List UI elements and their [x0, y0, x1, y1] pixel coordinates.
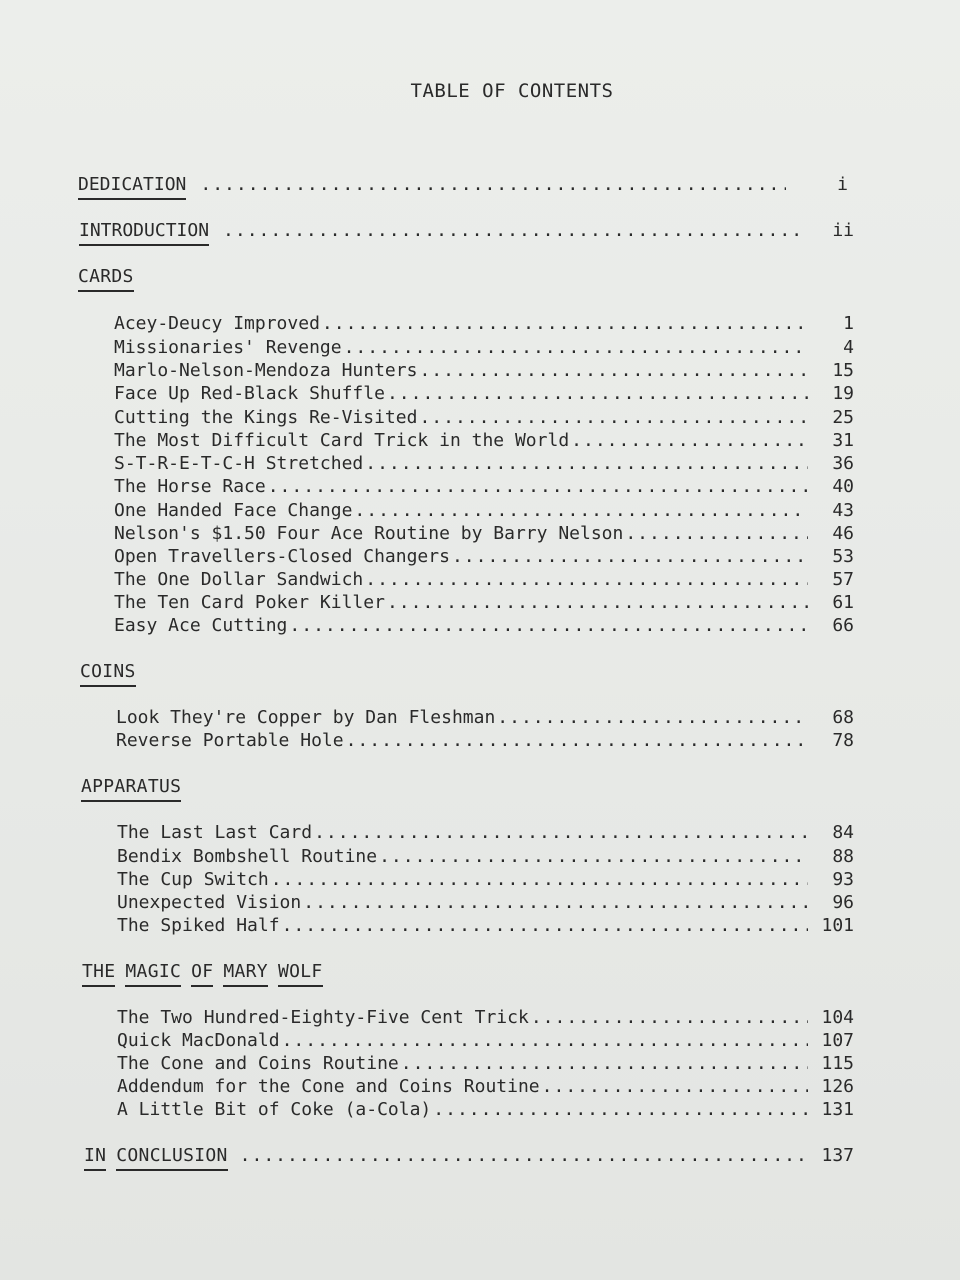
entry-title: Easy Ace Cutting: [114, 615, 288, 636]
page-number: 46: [832, 523, 854, 544]
entry-title: Look They're Copper by Dan Fleshman: [116, 707, 496, 728]
entry-title: The Cone and Coins Routine: [117, 1053, 399, 1074]
dot-leader: [354, 500, 808, 521]
entry-title: Missionaries' Revenge: [114, 337, 342, 358]
dot-leader: [344, 337, 808, 358]
dot-leader: [387, 383, 808, 404]
entry-title: Open Travellers-Closed Changers: [114, 546, 450, 567]
entry-title: Addendum for the Cone and Coins Routine: [117, 1076, 540, 1097]
dot-leader: [401, 1053, 808, 1074]
toc-entry: [114, 313, 854, 334]
page-number: 1: [843, 313, 854, 334]
toc-entry: [117, 1053, 854, 1074]
toc-entry: [114, 430, 854, 451]
dot-leader: [542, 1076, 808, 1097]
entry-title: One Handed Face Change: [114, 500, 353, 521]
page-number: 61: [832, 592, 854, 613]
page-number: 107: [821, 1030, 854, 1051]
toc-row-conclusion: [84, 1145, 854, 1174]
toc-entry: [114, 453, 854, 474]
toc-entry: [114, 523, 854, 544]
page-number: ii: [832, 220, 854, 241]
section-heading-conclusion: [84, 1145, 228, 1174]
entry-title: The Ten Card Poker Killer: [114, 592, 385, 613]
toc-entry: [114, 476, 854, 497]
dot-leader: [282, 915, 808, 936]
entry-title: Nelson's $1.50 Four Ace Routine by Barry Nelson: [114, 523, 624, 544]
toc-entry: [114, 569, 854, 590]
page-number: 31: [832, 430, 854, 451]
toc-entry: [117, 1076, 854, 1097]
heading-word: THE: [82, 961, 115, 987]
page-number: 101: [821, 915, 854, 936]
page-number: 19: [832, 383, 854, 404]
page-number: 4: [843, 337, 854, 358]
page-number: 78: [832, 730, 854, 751]
section-heading-cards: CARDS: [78, 266, 134, 292]
dot-leader: [240, 1145, 808, 1166]
dot-leader: [289, 615, 808, 636]
toc-entry: [117, 822, 854, 843]
page-number: 57: [832, 569, 854, 590]
entry-title: Quick MacDonald: [117, 1030, 280, 1051]
dot-leader: [271, 869, 808, 890]
dot-leader: [314, 822, 808, 843]
page-number: 53: [832, 546, 854, 567]
page-number: 36: [832, 453, 854, 474]
page-number: 84: [832, 822, 854, 843]
entry-title: S-T-R-E-T-C-H Stretched: [114, 453, 364, 474]
dot-leader: [433, 1099, 808, 1120]
toc-entry: [117, 1007, 854, 1028]
page-number: 131: [821, 1099, 854, 1120]
heading-word: IN: [84, 1145, 106, 1171]
entry-title: Reverse Portable Hole: [116, 730, 344, 751]
dot-leader: [625, 523, 808, 544]
toc-entry: [117, 1030, 854, 1051]
toc-entry: [117, 892, 854, 913]
page-number: 43: [832, 500, 854, 521]
entry-title: Unexpected Vision: [117, 892, 302, 913]
page-number: 104: [821, 1007, 854, 1028]
toc-entry: [117, 1099, 854, 1120]
toc-entry: [114, 546, 854, 567]
heading-word: MAGIC: [125, 961, 181, 987]
dot-leader: [223, 220, 798, 241]
toc-row-dedication: [78, 174, 848, 200]
entry-title: The Horse Race: [114, 476, 266, 497]
toc-entry: [116, 707, 854, 728]
entry-title: The Two Hundred-Eighty-Five Cent Trick: [117, 1007, 529, 1028]
toc-entry: [114, 615, 854, 636]
dot-leader: [282, 1030, 808, 1051]
dot-leader: [365, 453, 808, 474]
heading-word: MARY: [223, 961, 268, 987]
toc-entry: [117, 915, 854, 936]
page-number: 25: [832, 407, 854, 428]
entry-title: Cutting the Kings Re-Visited: [114, 407, 418, 428]
entry-title: The Cup Switch: [117, 869, 269, 890]
heading-word: WOLF: [278, 961, 323, 987]
section-heading-dedication: DEDICATION: [78, 174, 186, 200]
heading-word: CONCLUSION: [116, 1145, 227, 1171]
dot-leader: [365, 569, 808, 590]
toc-row-introduction: [79, 220, 854, 246]
page-number: 96: [832, 892, 854, 913]
dot-leader: [346, 730, 808, 751]
page-number: 88: [832, 846, 854, 867]
page-number: 115: [821, 1053, 854, 1074]
page-number: 15: [832, 360, 854, 381]
section-heading-apparatus: APPARATUS: [81, 776, 181, 802]
page-number: i: [837, 174, 848, 195]
entry-title: Marlo-Nelson-Mendoza Hunters: [114, 360, 418, 381]
dot-leader: [497, 707, 808, 728]
entry-title: A Little Bit of Coke (a-Cola): [117, 1099, 432, 1120]
entry-title: The Spiked Half: [117, 915, 280, 936]
entry-title: Acey-Deucy Improved: [114, 313, 320, 334]
toc-entry: [114, 592, 854, 613]
dot-leader: [387, 592, 808, 613]
dot-leader: [322, 313, 808, 334]
toc-entry: [114, 360, 854, 381]
page-number: 93: [832, 869, 854, 890]
section-heading-mary-wolf: [82, 961, 323, 990]
toc-entry: [114, 383, 854, 404]
page-number: 68: [832, 707, 854, 728]
dot-leader: [268, 476, 808, 497]
dot-leader: [419, 407, 808, 428]
toc-entry: [114, 500, 854, 521]
page-number: 126: [821, 1076, 854, 1097]
page-title: TABLE OF CONTENTS: [410, 80, 614, 102]
dot-leader: [452, 546, 808, 567]
toc-entry: [116, 730, 854, 751]
toc-entry: [117, 846, 854, 867]
dot-leader: [200, 174, 786, 195]
toc-entry: [114, 337, 854, 358]
dot-leader: [379, 846, 808, 867]
entry-title: The Most Difficult Card Trick in the World: [114, 430, 570, 451]
section-heading-introduction: INTRODUCTION: [79, 220, 209, 246]
section-heading-coins: COINS: [80, 661, 136, 687]
toc-entry: [117, 869, 854, 890]
entry-title: The Last Last Card: [117, 822, 313, 843]
entry-title: Bendix Bombshell Routine: [117, 846, 378, 867]
dot-leader: [303, 892, 808, 913]
page-number: 137: [821, 1145, 854, 1166]
heading-word: OF: [191, 961, 213, 987]
dot-leader: [419, 360, 808, 381]
dot-leader: [531, 1007, 808, 1028]
dot-leader: [571, 430, 808, 451]
entry-title: The One Dollar Sandwich: [114, 569, 364, 590]
page-number: 66: [832, 615, 854, 636]
entry-title: Face Up Red-Black Shuffle: [114, 383, 385, 404]
page-number: 40: [832, 476, 854, 497]
toc-entry: [114, 407, 854, 428]
